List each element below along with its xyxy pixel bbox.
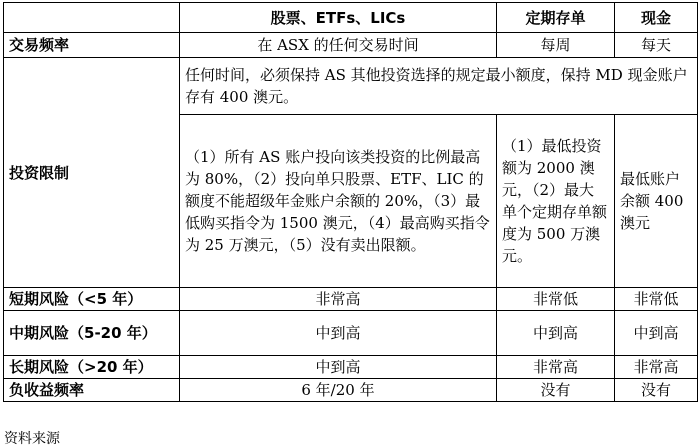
header-empty-cell <box>4 3 180 33</box>
table-row <box>4 356 698 379</box>
cell-restriction-stocks: （1）所有 AS 账户投向该类投资的比例最高为 80%，（2）投向单只股票、ETF、LIC 的额度不能超级年金账户余额的 20%，（3）最低购买指令为 1500 澳元，（4）最高购买指令为 25 万澳元，（5）没有卖出限额。 <box>180 115 497 288</box>
cell-short-risk-stocks: 非常高 <box>180 288 497 311</box>
cell-mid-risk-term: 中到高 <box>497 311 615 356</box>
row-label-short-risk: 短期风险（<5 年） <box>4 288 180 311</box>
header-cash: 现金 <box>615 3 698 33</box>
table-row <box>4 58 698 115</box>
cell-short-risk-cash: 非常低 <box>615 288 698 311</box>
cell-mid-risk-cash: 中到高 <box>615 311 698 356</box>
cell-negative-cash: 没有 <box>615 379 698 402</box>
cell-restriction-cash: 最低账户余额 400 澳元 <box>615 115 698 288</box>
cell-restriction-general: 任何时间，必须保持 AS 其他投资选择的规定最小额度，保持 MD 现金账户存有 400 澳元。 <box>180 58 698 115</box>
cell-frequency-cash: 每天 <box>615 33 698 58</box>
cell-mid-risk-stocks: 中到高 <box>180 311 497 356</box>
table-row <box>4 33 698 58</box>
row-label-mid-risk: 中期风险（5-20 年） <box>4 311 180 356</box>
footer-source-text: 资料来源 <box>4 431 60 447</box>
investment-comparison-table <box>3 2 698 402</box>
header-row <box>4 3 698 33</box>
row-label-restriction: 投资限制 <box>4 58 180 288</box>
row-label-negative: 负收益频率 <box>4 379 180 402</box>
cell-long-risk-stocks: 中到高 <box>180 356 497 379</box>
table-row <box>4 379 698 402</box>
cell-short-risk-term: 非常低 <box>497 288 615 311</box>
cell-restriction-term: （1）最低投资额为 2000 澳元，（2）最大单个定期存单额度为 500 万澳元。 <box>497 115 615 288</box>
cell-long-risk-cash: 非常高 <box>615 356 698 379</box>
header-term-deposit: 定期存单 <box>497 3 615 33</box>
cell-negative-stocks: 6 年/20 年 <box>180 379 497 402</box>
table-row <box>4 311 698 356</box>
cell-long-risk-term: 非常高 <box>497 356 615 379</box>
cell-frequency-stocks: 在 ASX 的任何交易时间 <box>180 33 497 58</box>
cell-frequency-term: 每周 <box>497 33 615 58</box>
cell-negative-term: 没有 <box>497 379 615 402</box>
header-stocks: 股票、ETFs、LICs <box>180 3 497 33</box>
table-row <box>4 288 698 311</box>
row-label-long-risk: 长期风险（>20 年） <box>4 356 180 379</box>
row-label-frequency: 交易频率 <box>4 33 180 58</box>
